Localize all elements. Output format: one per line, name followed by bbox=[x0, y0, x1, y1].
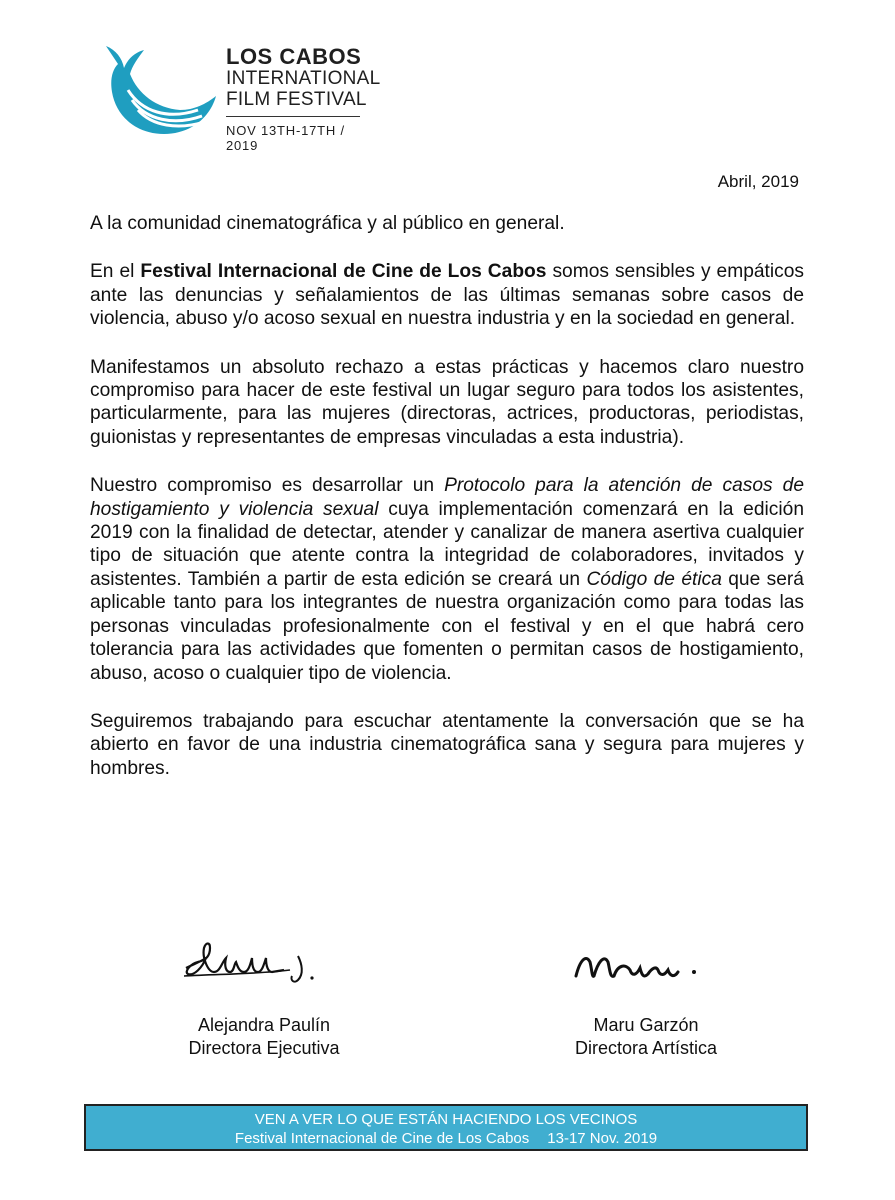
logo-subtitle-2: FILM FESTIVAL bbox=[226, 89, 367, 110]
signatory-title: Directora Ejecutiva bbox=[188, 1038, 340, 1058]
signature-paulin bbox=[180, 928, 340, 998]
footer-banner bbox=[84, 1104, 808, 1151]
logo-subtitle-1: INTERNATIONAL bbox=[226, 68, 381, 89]
signatory-name: Maru Garzón bbox=[593, 1015, 699, 1035]
letter-date: Abril, 2019 bbox=[717, 172, 799, 191]
signatory-2 bbox=[526, 1014, 766, 1060]
code-title: Código de ética bbox=[586, 568, 722, 590]
signature-garzon bbox=[570, 940, 720, 990]
festival-name: Festival Internacional de Cine de Los Cabos bbox=[140, 261, 547, 283]
logo-dates: NOV 13TH-17TH / 2019 bbox=[226, 123, 345, 153]
footer-slogan: VEN A VER LO QUE ESTÁN HACIENDO LOS VECINOS bbox=[254, 1111, 638, 1128]
letter-body bbox=[90, 212, 804, 805]
whale-icon bbox=[98, 40, 222, 140]
paragraph-4: Seguiremos trabajando para escuchar atentamente la conversación que se ha abierto en favor de una industria cinematográfica sana y segura para mujeres y hombres. bbox=[90, 710, 804, 779]
footer-details: Festival Internacional de Cine de Los Cabos 13-17 Nov. 2019 bbox=[234, 1130, 658, 1147]
greeting: A la comunidad cinematográfica y al público en general. bbox=[90, 213, 565, 234]
paragraph-2: Manifestamos un absoluto rechazo a estas prácticas y hacemos claro nuestro compromiso para hacer de este festival un lugar seguro para todos los asistentes, particularmente, para las mujeres (directoras, actrices, productoras, periodistas, guionistas y representantes de empresas vinculadas a esta industria). bbox=[90, 356, 804, 448]
protocol-title: Protocolo para la atención de casos de hostigamiento y violencia sexual bbox=[90, 475, 804, 520]
logo-title: LOS CABOS bbox=[226, 44, 362, 69]
signatory-name: Alejandra Paulín bbox=[197, 1015, 331, 1035]
festival-logo bbox=[98, 40, 381, 153]
signatory-1 bbox=[144, 1014, 384, 1060]
paragraph-3: Nuestro compromiso es desarrollar un Protocolo para la atención de casos de hostigamiento y violencia sexual cuya implementación comenzará en la edición 2019 con la finalidad de detectar, atender y canalizar de manera asertiva cualquier tipo de situación que atente contra la integridad de colaboradores, invitados y asistentes. También a partir de esta edición se creará un Código de ética que será aplicable tanto para los integrantes de nuestra organización como para todas las personas vinculadas profesionalmente con el festival y en el que habrá cero tolerancia para las actividades que fomenten o permitan casos de hostigamiento, abuso, acoso o cualquier tipo de violencia. bbox=[90, 475, 804, 684]
signatory-title: Directora Artística bbox=[574, 1038, 718, 1058]
paragraph-1: En el Festival Internacional de Cine de Los Cabos somos sensibles y empáticos ante las denuncias y señalamientos de las últimas semanas sobre casos de violencia, abuso y/o acoso sexual en nuestra industria y en la sociedad en general. bbox=[90, 261, 804, 330]
logo-divider bbox=[226, 116, 360, 117]
